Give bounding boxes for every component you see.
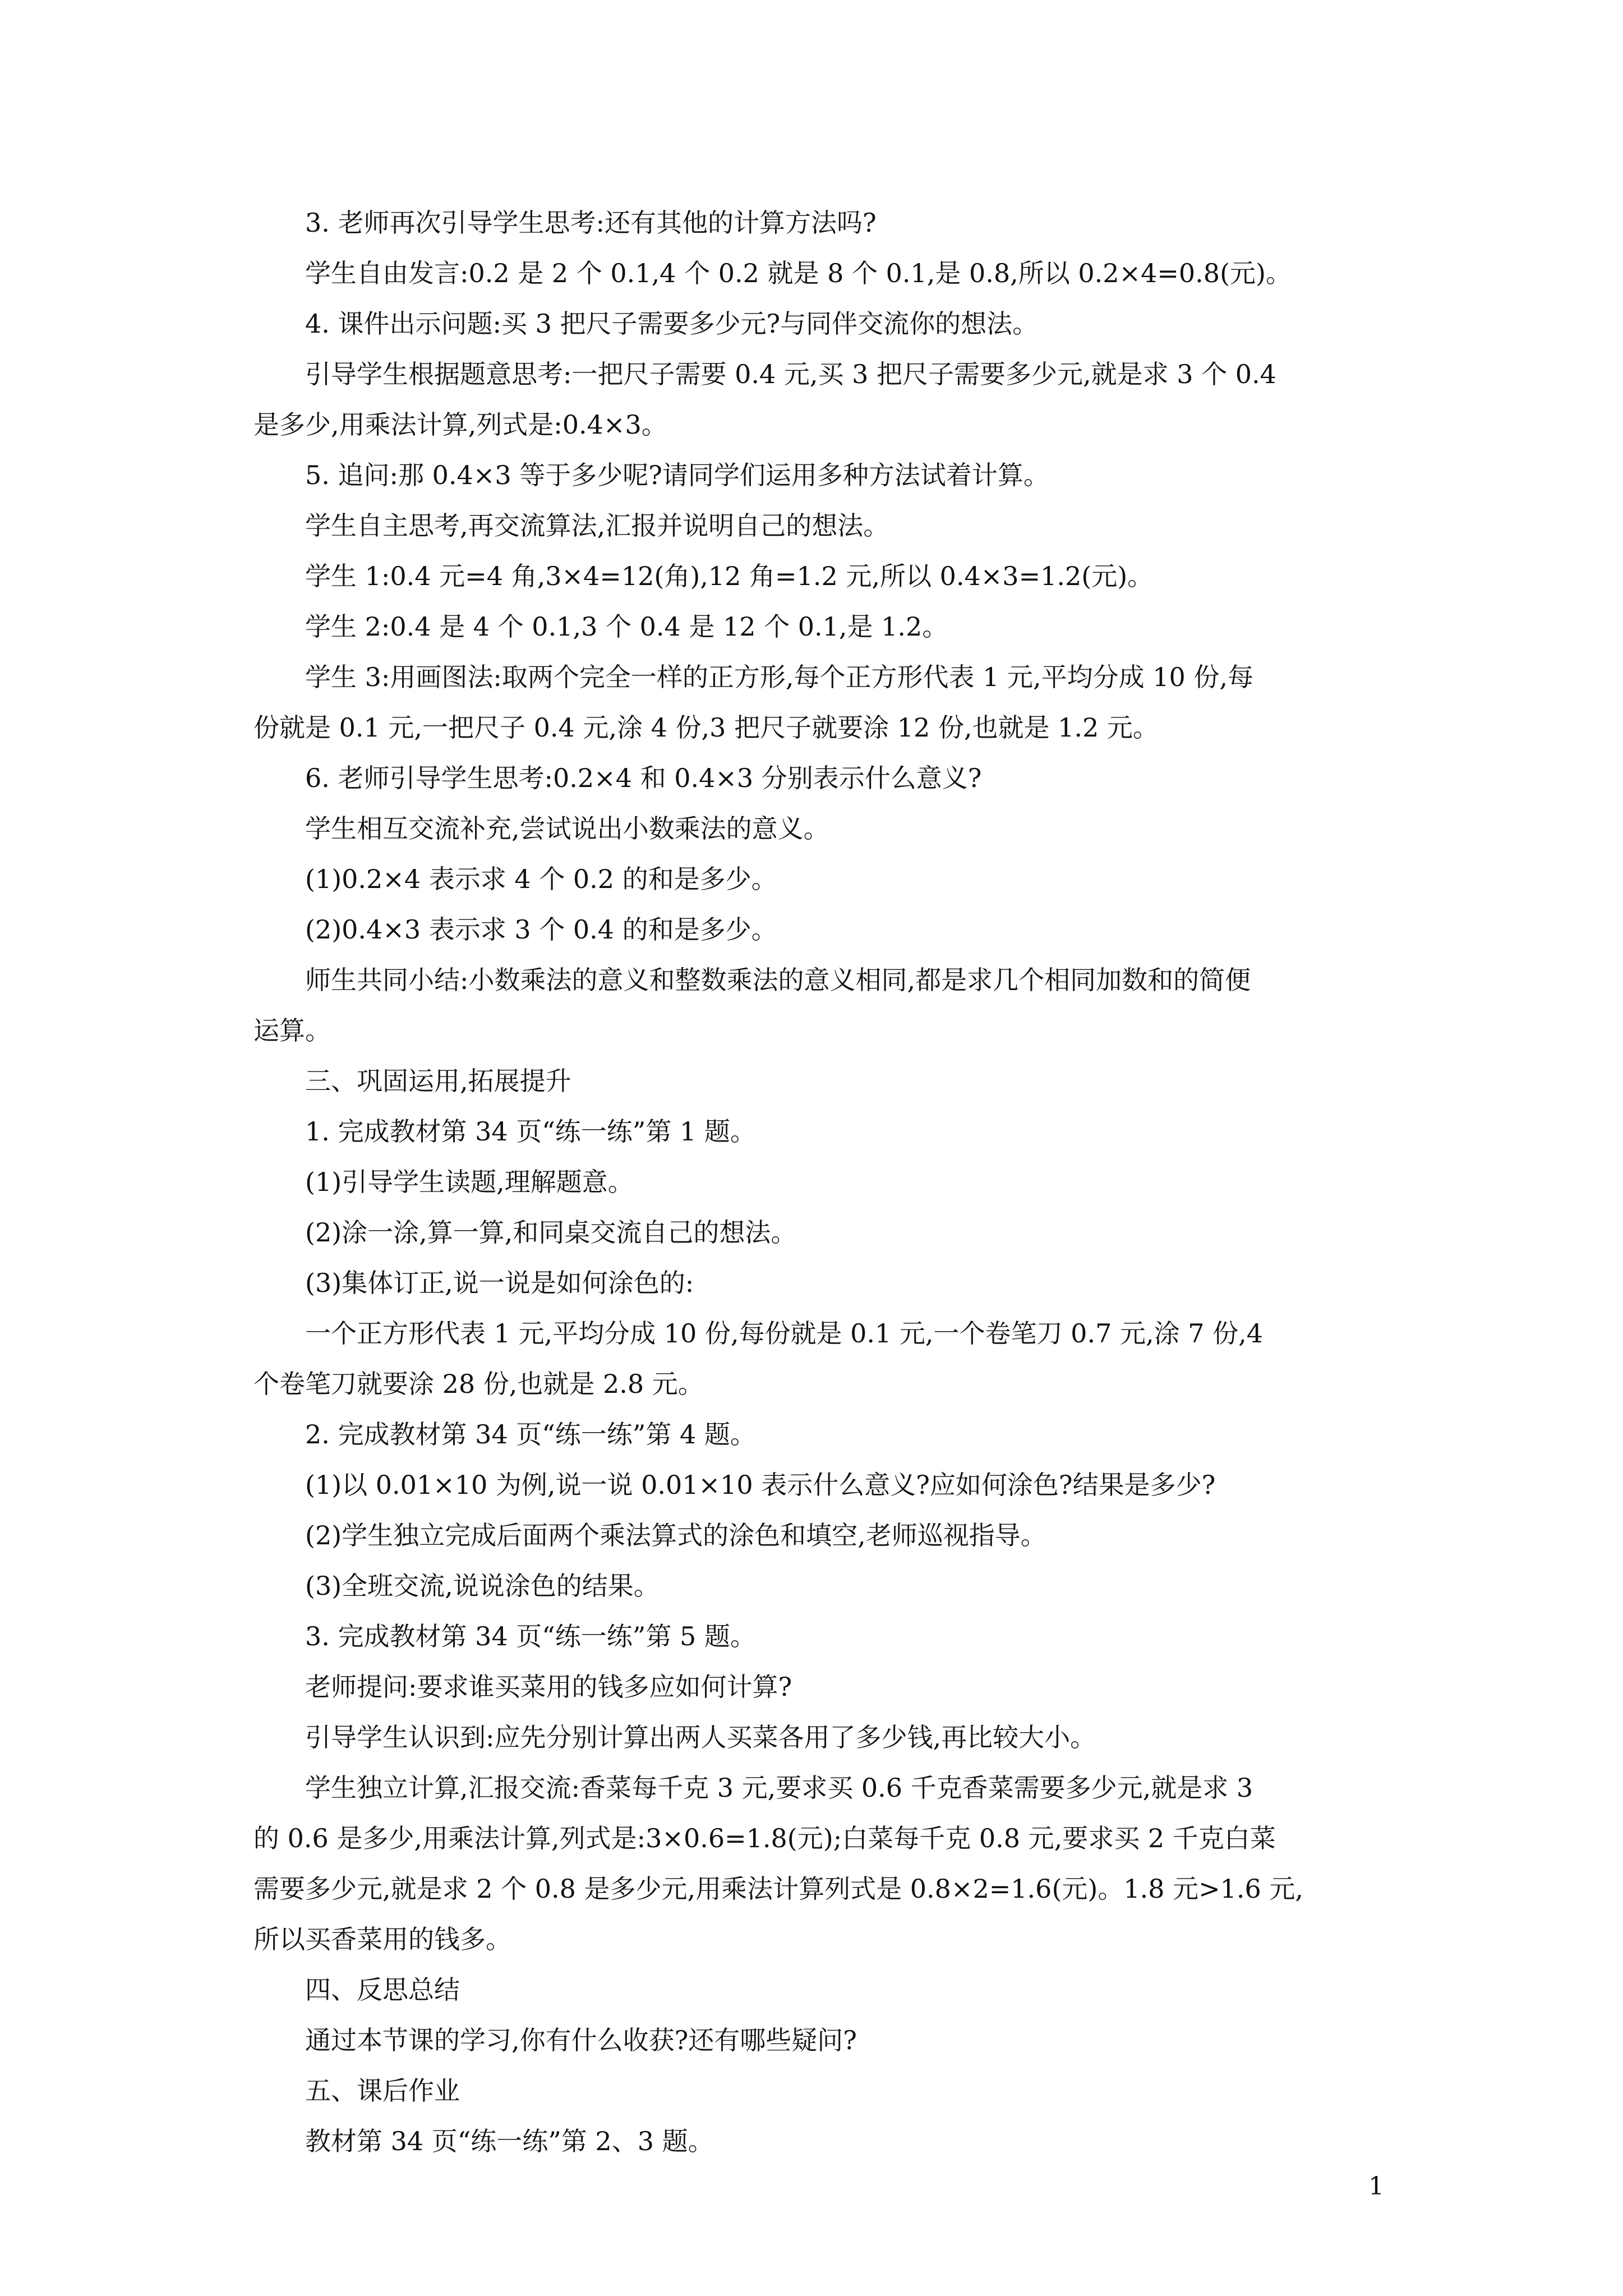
text-line: (2)学生独立完成后面两个乘法算式的涂色和填空,老师巡视指导。 [305, 1520, 1046, 1550]
text-line: (3)集体订正,说一说是如何涂色的: [305, 1268, 694, 1298]
text-line: 学生自由发言:0.2 是 2 个 0.1,4 个 0.2 就是 8 个 0.1,是 0.8,所以 0.2×4=0.8(元)。 [305, 258, 1292, 288]
text-line: 6. 老师引导学生思考:0.2×4 和 0.4×3 分别表示什么意义? [305, 763, 982, 793]
text-line: 运算。 [253, 1015, 331, 1046]
text-line: 师生共同小结:小数乘法的意义和整数乘法的意义相同,都是求几个相同加数和的简便 [305, 965, 1251, 995]
text-line: 4. 课件出示问题:买 3 把尺子需要多少元?与同伴交流你的想法。 [305, 309, 1039, 339]
text-line: 引导学生根据题意思考:一把尺子需要 0.4 元,买 3 把尺子需要多少元,就是求 3 个 0.4 [305, 359, 1276, 389]
text-line: 份就是 0.1 元,一把尺子 0.4 元,涂 4 份,3 把尺子就要涂 12 份,也就是 1.2 元。 [253, 712, 1159, 743]
text-line: 三、巩固运用,拓展提升 [305, 1066, 571, 1096]
text-line: 四、反思总结 [305, 1975, 460, 2005]
text-line: 学生自主思考,再交流算法,汇报并说明自己的想法。 [305, 510, 889, 541]
text-line: 2. 完成教材第 34 页“练一练”第 4 题。 [305, 1419, 756, 1450]
text-line: (1)引导学生读题,理解题意。 [305, 1167, 634, 1197]
text-line: 通过本节课的学习,你有什么收获?还有哪些疑问? [305, 2025, 857, 2055]
text-line: (3)全班交流,说说涂色的结果。 [305, 1571, 660, 1601]
text-line: 5. 追问:那 0.4×3 等于多少呢?请同学们运用多种方法试着计算。 [305, 460, 1049, 490]
text-line: 学生 1:0.4 元=4 角,3×4=12(角),12 角=1.2 元,所以 0.4×3=1.2(元)。 [305, 561, 1154, 591]
text-line: 一个正方形代表 1 元,平均分成 10 份,每份就是 0.1 元,一个卷笔刀 0.7 元,涂 7 份,4 [305, 1318, 1263, 1349]
text-line: 引导学生认识到:应先分别计算出两人买菜各用了多少钱,再比较大小。 [305, 1722, 1096, 1752]
text-line: 五、课后作业 [305, 2076, 460, 2106]
document-body [253, 197, 1403, 2166]
text-line: 学生相互交流补充,尝试说出小数乘法的意义。 [305, 813, 829, 844]
text-line: (2)0.4×3 表示求 3 个 0.4 的和是多少。 [305, 914, 777, 945]
page-number: 1 [1368, 2172, 1384, 2201]
text-line: 个卷笔刀就要涂 28 份,也就是 2.8 元。 [253, 1369, 704, 1399]
text-line: 的 0.6 是多少,用乘法计算,列式是:3×0.6=1.8(元);白菜每千克 0.8 元,要求买 2 千克白菜 [253, 1823, 1276, 1853]
text-line: 学生独立计算,汇报交流:香菜每千克 3 元,要求买 0.6 千克香菜需要多少元,就是求 3 [305, 1773, 1253, 1803]
text-line: 1. 完成教材第 34 页“练一练”第 1 题。 [305, 1116, 756, 1147]
text-line: 学生 3:用画图法:取两个完全一样的正方形,每个正方形代表 1 元,平均分成 10 份,每 [305, 662, 1254, 692]
text-line: (2)涂一涂,算一算,和同桌交流自己的想法。 [305, 1217, 797, 1248]
text-line: 学生 2:0.4 是 4 个 0.1,3 个 0.4 是 12 个 0.1,是 1.2。 [305, 611, 948, 642]
text-line: 所以买香菜用的钱多。 [253, 1924, 511, 1954]
text-line: 老师提问:要求谁买菜用的钱多应如何计算? [305, 1672, 792, 1702]
text-line: 是多少,用乘法计算,列式是:0.4×3。 [253, 409, 667, 440]
text-line: (1)以 0.01×10 为例,说一说 0.01×10 表示什么意义?应如何涂色?结果是多少? [305, 1470, 1216, 1500]
text-line: 教材第 34 页“练一练”第 2、3 题。 [305, 2126, 714, 2156]
text-line: (1)0.2×4 表示求 4 个 0.2 的和是多少。 [305, 864, 777, 894]
text-line: 3. 老师再次引导学生思考:还有其他的计算方法吗? [305, 208, 877, 238]
text-line: 3. 完成教材第 34 页“练一练”第 5 题。 [305, 1621, 756, 1651]
text-line: 需要多少元,就是求 2 个 0.8 是多少元,用乘法计算列式是 0.8×2=1.6(元)。1.8 元>1.6 元, [253, 1874, 1304, 1904]
